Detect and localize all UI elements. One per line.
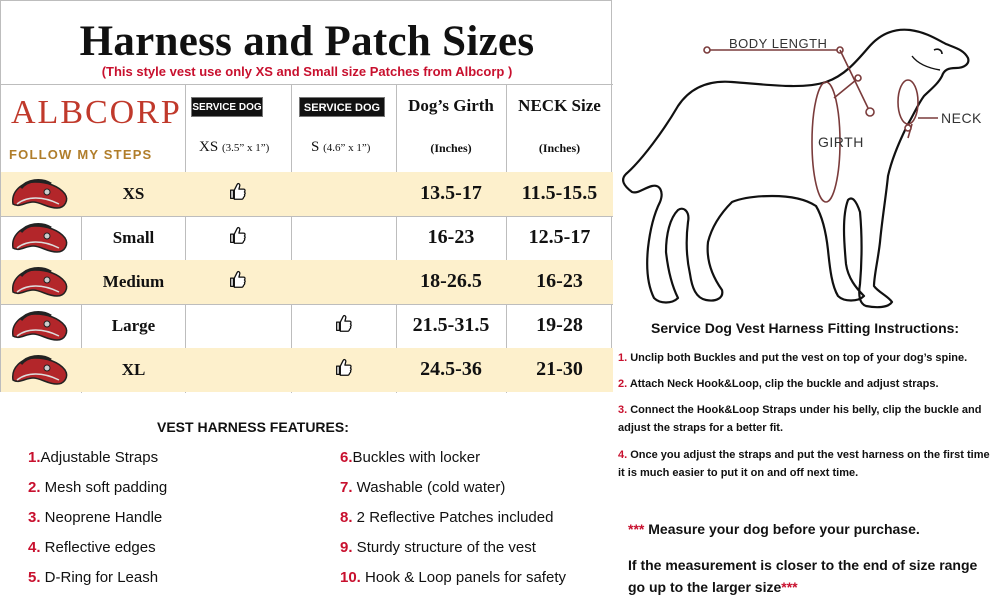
features-title: VEST HARNESS FEATURES: — [157, 419, 349, 435]
feature-number: 5. — [28, 569, 41, 586]
feature-number: 2. — [28, 479, 41, 496]
size-label: Large — [111, 316, 156, 335]
patch-s-header — [311, 139, 370, 156]
patch-s-badge: SERVICE DOG — [299, 97, 385, 117]
neck-value: 21-30 — [536, 358, 583, 380]
neck-unit: (Inches) — [538, 141, 581, 155]
feature-number: 9. — [340, 539, 353, 556]
feature-number: 1. — [28, 449, 41, 466]
harness-photo — [7, 306, 73, 346]
harness-photo — [7, 350, 73, 390]
feature-text: Reflective edges — [40, 539, 156, 556]
feature-item — [28, 569, 158, 586]
girth-label: GIRTH — [818, 134, 864, 150]
feature-number: 10. — [340, 569, 361, 586]
size-label: Small — [112, 228, 155, 247]
logo-brand: ALBCORP — [11, 94, 182, 131]
neck-value: 16-23 — [536, 270, 583, 292]
measure-stars: *** — [628, 521, 645, 537]
girth-value: 16-23 — [427, 226, 475, 248]
step-text: Connect the Hook&Loop Straps under his belly, clip the buckle and adjust the straps for a better fit. — [618, 404, 982, 434]
feature-text: Mesh soft padding — [40, 479, 168, 496]
instruction-step — [618, 401, 998, 437]
feature-text: Buckles with locker — [352, 449, 481, 466]
feature-item — [340, 509, 553, 526]
step-number: 4. — [618, 449, 631, 461]
measure-stars-end: *** — [781, 579, 798, 595]
feature-item — [28, 539, 156, 556]
girth-value: 13.5-17 — [420, 182, 482, 204]
patch-s-dim: (4.6” x 1”) — [323, 142, 371, 154]
size-label: XL — [121, 360, 146, 379]
size-table — [0, 0, 612, 392]
step-text: Unclip both Buckles and put the vest on top of your dog’s spine. — [630, 352, 968, 364]
patch-xs-badge: SERVICE DOG — [191, 97, 263, 117]
feature-item — [28, 509, 162, 526]
feature-number: 6. — [340, 449, 353, 466]
feature-item — [28, 449, 158, 466]
feature-text: Washable (cold water) — [352, 479, 506, 496]
girth-value: 24.5-36 — [420, 358, 482, 380]
size-label: XS — [122, 184, 145, 203]
patch-s-label: S — [311, 139, 320, 155]
harness-photo — [7, 174, 73, 214]
table-row — [1, 348, 613, 392]
thumbs-up-icon — [333, 356, 355, 378]
step-number: 1. — [618, 352, 631, 364]
feature-item — [340, 479, 505, 496]
thumbs-up-icon — [227, 224, 249, 246]
step-number: 2. — [618, 378, 630, 390]
neck-value: 11.5-15.5 — [521, 182, 598, 204]
thumbs-up-icon — [227, 268, 249, 290]
step-text: Attach Neck Hook&Loop, clip the buckle and adjust straps. — [629, 378, 939, 390]
feature-text: Hook & Loop panels for safety — [360, 569, 566, 586]
step-text: Once you adjust the straps and put the vest harness on the first time it is much easier to put it on and off next time. — [618, 449, 990, 479]
table-row — [1, 260, 613, 304]
instruction-step — [618, 375, 998, 393]
feature-text: Neoprene Handle — [40, 509, 163, 526]
neck-label: NECK — [941, 110, 982, 126]
girth-unit: (Inches) — [430, 141, 472, 155]
feature-number: 7. — [340, 479, 353, 496]
measure-note — [628, 521, 920, 537]
measure-line-2: If the measurement is closer to the end of size range go up to the larger size — [628, 557, 978, 595]
size-label: Medium — [102, 272, 165, 291]
patch-xs-header — [199, 139, 269, 156]
girth-header: Dog’s Girth — [408, 96, 494, 115]
harness-photo — [7, 262, 73, 302]
feature-text: Sturdy structure of the vest — [352, 539, 536, 556]
neck-header: NECK Size — [518, 96, 601, 115]
girth-value: 18-26.5 — [420, 270, 482, 292]
page-title: Harness and Patch Sizes — [79, 18, 535, 65]
neck-value: 19-28 — [536, 314, 583, 336]
patch-xs-dim: (3.5” x 1”) — [221, 142, 270, 154]
body-length-label: BODY LENGTH — [729, 36, 828, 51]
table-row — [1, 172, 613, 216]
logo-tagline: FOLLOW MY STEPS — [9, 147, 153, 162]
instructions-title: Service Dog Vest Harness Fitting Instructions: — [651, 320, 960, 336]
measure-line-1: Measure your dog before your purchase. — [648, 521, 920, 537]
step-number: 3. — [618, 404, 631, 416]
table-row — [1, 216, 613, 260]
size-up-note — [628, 554, 998, 598]
feature-item — [28, 479, 167, 496]
patch-xs-label: XS — [199, 139, 219, 155]
girth-value: 21.5-31.5 — [412, 314, 490, 336]
instruction-step — [618, 349, 998, 367]
dog-measurement-diagram — [612, 20, 1000, 320]
feature-item — [340, 449, 480, 466]
feature-number: 8. — [340, 509, 353, 526]
feature-text: 2 Reflective Patches included — [352, 509, 554, 526]
feature-number: 4. — [28, 539, 41, 556]
feature-item — [340, 539, 536, 556]
feature-text: D-Ring for Leash — [40, 569, 159, 586]
feature-number: 3. — [28, 509, 41, 526]
thumbs-up-icon — [333, 312, 355, 334]
feature-item — [340, 569, 566, 586]
dog-outline — [623, 30, 968, 308]
neck-value: 12.5-17 — [528, 226, 591, 248]
feature-text: Adjustable Straps — [40, 449, 159, 466]
thumbs-up-icon — [227, 180, 249, 202]
table-row — [1, 304, 613, 348]
harness-photo — [7, 218, 73, 258]
table-subtitle: (This style vest use only XS and Small size Patches from Albcorp ) — [101, 64, 513, 79]
instruction-step — [618, 446, 998, 482]
